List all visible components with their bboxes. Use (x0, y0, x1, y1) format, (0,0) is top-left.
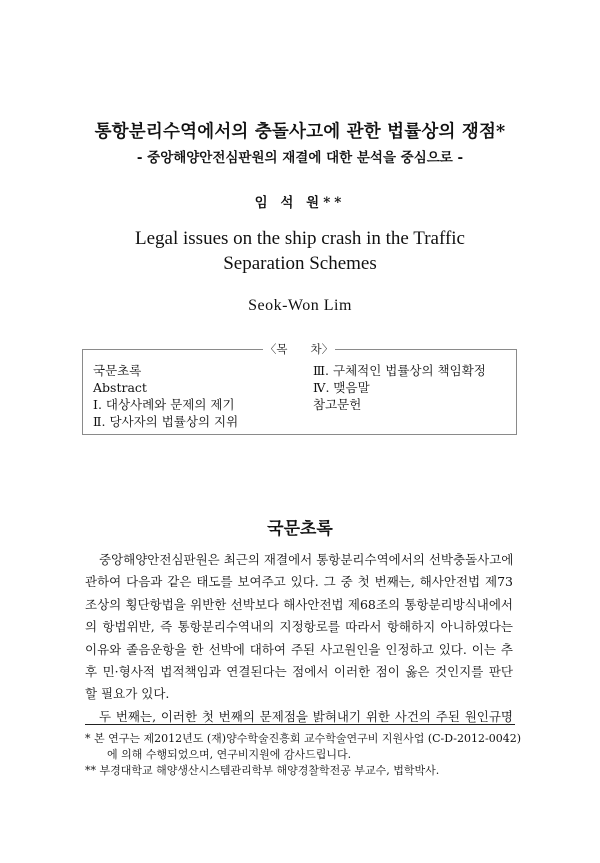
footnotes (85, 731, 521, 779)
table-of-contents (82, 342, 517, 435)
abstract-line: 관하여 다음과 같은 태도를 보여주고 있다. 그 중 첫 번째는, 해사안전법 제73 (85, 574, 513, 590)
paper-subtitle: - 중앙해양안전심판원의 재결에 대한 분석을 중심으로 - (136, 150, 464, 166)
abstract-body (85, 549, 513, 728)
footnote-1-line-2: 에 의해 수행되었으며, 연구비지원에 감사드립니다. (107, 748, 352, 761)
toc-item[interactable]: Ⅳ. 맺음말 (313, 380, 370, 395)
toc-item[interactable]: Abstract (93, 380, 147, 395)
footnote-1-line-1: * 본 연구는 제2012년도 (재)양수학술진흥회 교수학술연구비 지원사업 (C-D-2012-0042) (85, 732, 521, 745)
toc-heading: 〈목 차〉 (264, 342, 334, 356)
author-name-english: Seok-Won Lim (248, 297, 352, 314)
abstract-line: 할 필요가 있다. (85, 686, 170, 702)
author-name-korean: 임 석 원** (254, 195, 346, 211)
abstract-line: 이유와 졸음운항을 한 선박에 대하여 주된 사고원인을 인정하고 있다. 이는 추 (85, 641, 513, 657)
abstract-heading: 국문초록 (267, 519, 333, 539)
toc-left-column (93, 362, 238, 430)
english-title-line-1: Legal issues on the ship crash in the Traffic (135, 228, 465, 249)
footnote-2: ** 부경대학교 해양생산시스템관리학부 해양경찰학전공 부교수, 법학박사. (85, 764, 440, 777)
toc-item[interactable]: Ⅱ. 당사자의 법률상의 지위 (93, 414, 239, 429)
abstract-line: 조상의 횡단항법을 위반한 선박보다 해사안전법 제68조의 통항분리방식내에서 (85, 596, 513, 612)
abstract-line: 의 항법위반, 즉 통항분리수역내의 지정항로를 따라서 항해하지 아니하였다는 (85, 619, 513, 635)
toc-right-column (313, 362, 486, 413)
toc-item[interactable]: 국문초록 (93, 363, 142, 378)
toc-item[interactable]: Ⅰ. 대상사례와 문제의 제기 (93, 397, 235, 412)
toc-item[interactable]: Ⅲ. 구체적인 법률상의 책임확정 (313, 363, 486, 378)
english-title-line-2: Separation Schemes (223, 253, 377, 274)
abstract-line: 후 민·형사적 법적책임과 연결된다는 점에서 이러한 점이 옳은 것인지를 판단 (85, 664, 513, 680)
toc-item[interactable]: 참고문헌 (313, 397, 362, 412)
abstract-line: 두 번째는, 이러한 첫 번째의 문제점을 밝혀내기 위한 사건의 주된 원인규명 (99, 708, 513, 724)
footnote-divider (85, 724, 515, 725)
paper-title: 통항분리수역에서의 충돌사고에 관한 법률상의 쟁점* (94, 122, 506, 142)
abstract-line: 중앙해양안전심판원은 최근의 재결에서 통항분리수역에서의 선박충돌사고에 (99, 552, 514, 567)
